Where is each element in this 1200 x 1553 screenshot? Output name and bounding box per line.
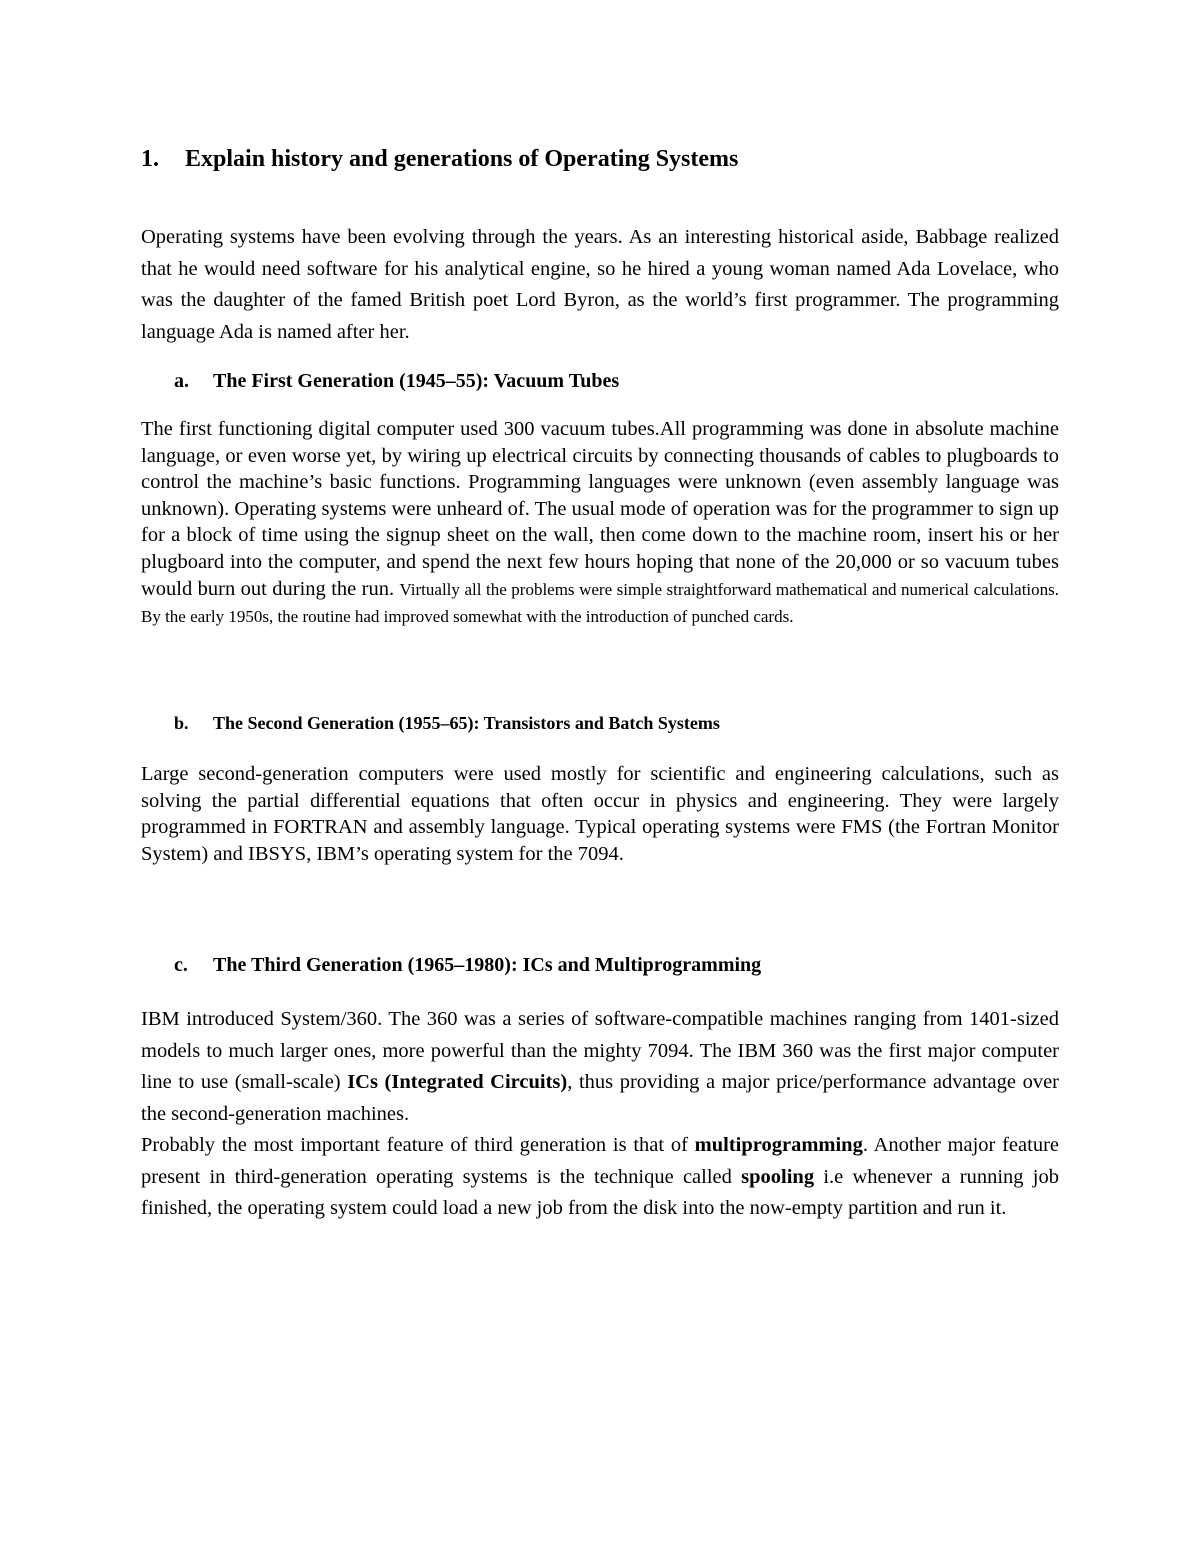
section-c-text-5: i.e whenever a running job finished, the operating system could load a new job from the disk into the now-empty partition and run it. <box>141 1165 1059 1219</box>
section-a-paragraph <box>141 416 1059 631</box>
section-c-text-3: Probably the most important feature of third generation is that of <box>141 1134 695 1156</box>
section-c-letter: c. <box>174 954 188 976</box>
section-a-body-small: Virtually all the problems were simple straightforward mathematical and numerical calculations. By the early 1950s, the routine had improved somewhat with the introduction of punched cards. <box>141 579 1060 627</box>
intro-paragraph: Operating systems have been evolving through the years. As an interesting historical aside, Babbage realized that he would need software for his analytical engine, so he hired a young woman named Ada Lovelace, who was the daughter of the famed British poet Lord Byron, as the world’s first programmer. The programming language Ada is named after her. <box>141 226 1059 343</box>
section-b-heading <box>174 709 1059 737</box>
heading-number: 1. <box>141 146 159 172</box>
section-b-letter: b. <box>174 713 189 733</box>
section-c-paragraph <box>141 1004 1059 1225</box>
section-a-heading <box>174 367 1059 395</box>
section-c-heading <box>174 951 1059 979</box>
section-c-text-4: . Another major feature present in third-generation operating systems is the technique called <box>141 1134 1059 1188</box>
section-c-bold-ics: ICs (Integrated Circuits) <box>347 1071 568 1093</box>
section-c-text-2: , thus providing a major price/performance advantage over the second-generation machines. <box>141 1071 1059 1125</box>
section-c-title: The Third Generation (1965–1980): ICs and Multiprogramming <box>213 954 762 976</box>
section-c-bold-multiprogramming: multiprogramming <box>694 1134 863 1156</box>
section-b-paragraph: Large second-generation computers were used mostly for scientific and engineering calculations, such as solving the partial differential equations that often occur in physics and engineering. They were largely programmed in FORTRAN and assembly language. Typical operating systems were FMS (the Fortran Monitor System) and IBSYS, IBM’s operating system for the 7094. <box>141 763 1059 865</box>
section-c-bold-spooling: spooling <box>741 1165 815 1188</box>
section-a-body: The first functioning digital computer used 300 vacuum tubes.All programming was done in absolute machine language, or even worse yet, by wiring up electrical circuits by connecting thousands of cables to plugboards to control the machine’s basic functions. Programming languages were unknown (even assembly language was unknown). Operating systems were unheard of. The usual mode of operation was for the programmer to sign up for a block of time using the signup sheet on the wall, then come down to the machine room, insert his or her plugboard into the computer, and spend the next few hours hoping that none of the 20,000 or so vacuum tubes would burn out during the run. <box>141 418 1059 600</box>
section-a-letter: a. <box>174 370 189 392</box>
heading-title: Explain history and generations of Operating Systems <box>185 146 739 172</box>
section-a-title: The First Generation (1945–55): Vacuum Tubes <box>213 370 620 392</box>
section-b-title: The Second Generation (1955–65): Transistors and Batch Systems <box>213 713 720 733</box>
main-heading <box>141 143 1059 175</box>
section-c-paragraph-1 <box>141 1004 1059 1130</box>
section-c-text-1: IBM introduced System/360. The 360 was a series of software-compatible machines ranging from 1401-sized models to much larger ones, more powerful than the mighty 7094. The IBM 360 was the first major computer line to use (small-scale) <box>141 1008 1059 1093</box>
section-c-paragraph-2 <box>141 1130 1059 1225</box>
